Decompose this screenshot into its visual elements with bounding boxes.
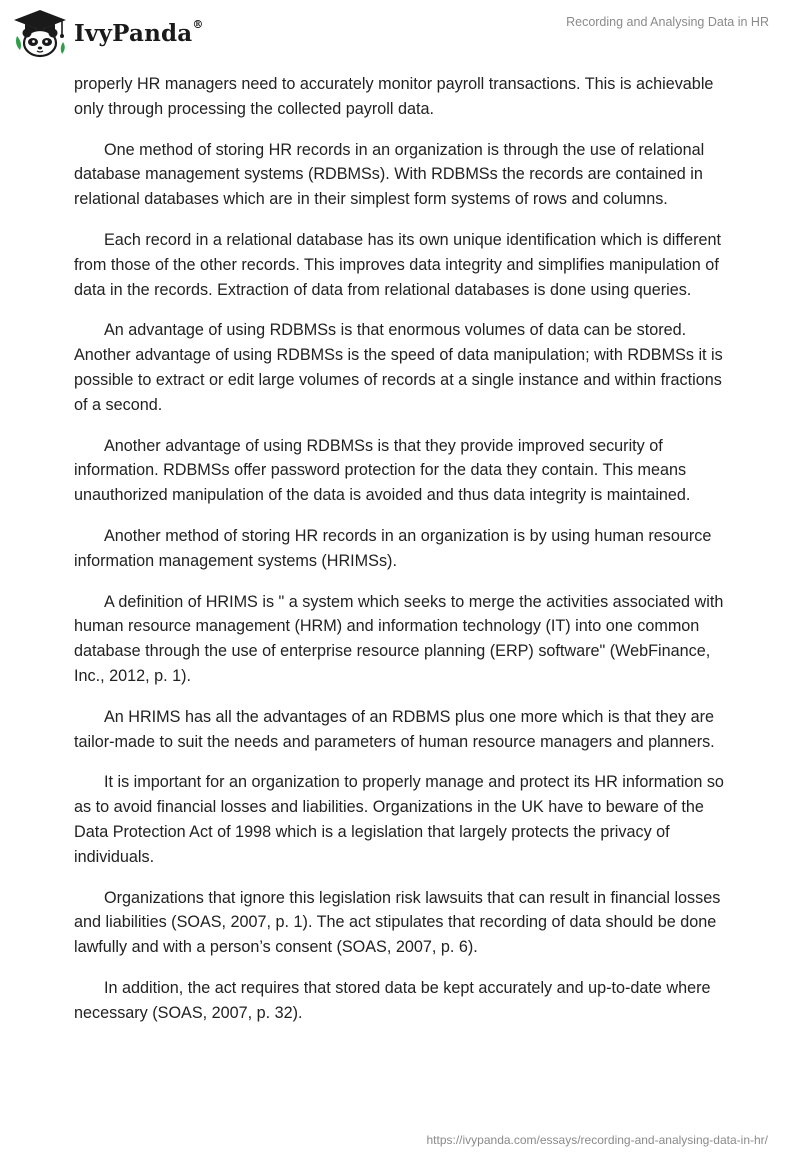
source-url[interactable]: https://ivypanda.com/essays/recording-and-analysing-data-in-hr/ [426,1133,768,1147]
essay-body [74,72,730,1042]
paragraph: Organizations that ignore this legislation risk lawsuits that can result in financial losses and liabilities (SOAS, 2007, p. 1). The act stipulates that recording of data should be done lawfully and with a person’s consent (SOAS, 2007, p. 6). [74,888,721,957]
paragraph: An HRIMS has all the advantages of an RDBMS plus one more which is that they are tailor-made to suit the needs and parameters of human resource managers and planners. [74,707,715,751]
registered-mark: ® [192,17,204,31]
paragraph: An advantage of using RDBMSs is that enormous volumes of data can be stored. Another advantage of using RDBMSs is the speed of data manipulation; with RDBMSs it is possible to extract or edit large volumes of records at a single instance and within fractions of a second. [74,321,723,414]
paragraph: A definition of HRIMS is " a system which seeks to merge the activities associated with human resource management (HRM) and information technology (IT) into one common database through the use of enterprise resource planning (ERP) software" (WebFinance, Inc., 2012, p. 1). [74,592,724,685]
panda-graduate-icon [12,8,68,58]
paragraph: It is important for an organization to properly manage and protect its HR information so as to avoid financial losses and liabilities. Organizations in the UK have to beware of the Data Protection Act of 1998 which is a legislation that largely protects the privacy of individuals. [74,773,724,866]
paragraph: Another advantage of using RDBMSs is that they provide improved security of information. RDBMSs offer password protection for the data they contain. This means unauthorized manipulation of the data is avoided and thus data integrity is maintained. [74,436,691,505]
essay-title: Recording and Analysing Data in HR [566,15,769,29]
paragraph: properly HR managers need to accurately monitor payroll transactions. This is achievable only through processing the collected payroll data. [74,75,714,118]
paragraph: Each record in a relational database has its own unique identification which is different from those of the other records. This improves data integrity and simplifies manipulation of data in the records. Extraction of data from relational databases is done using queries. [74,230,721,299]
ivypanda-logo[interactable] [12,8,204,58]
paragraph: One method of storing HR records in an organization is through the use of relational database management systems (RDBMSs). With RDBMSs the records are contained in relational databases which are in their simplest form systems of rows and columns. [74,140,705,209]
page-header [0,0,800,70]
brand-name: IvyPanda® [74,17,204,47]
paragraph: Another method of storing HR records in an organization is by using human resource information management systems (HRIMSs). [74,526,712,570]
paragraph: In addition, the act requires that stored data be kept accurately and up-to-date where necessary (SOAS, 2007, p. 32). [74,978,711,1022]
